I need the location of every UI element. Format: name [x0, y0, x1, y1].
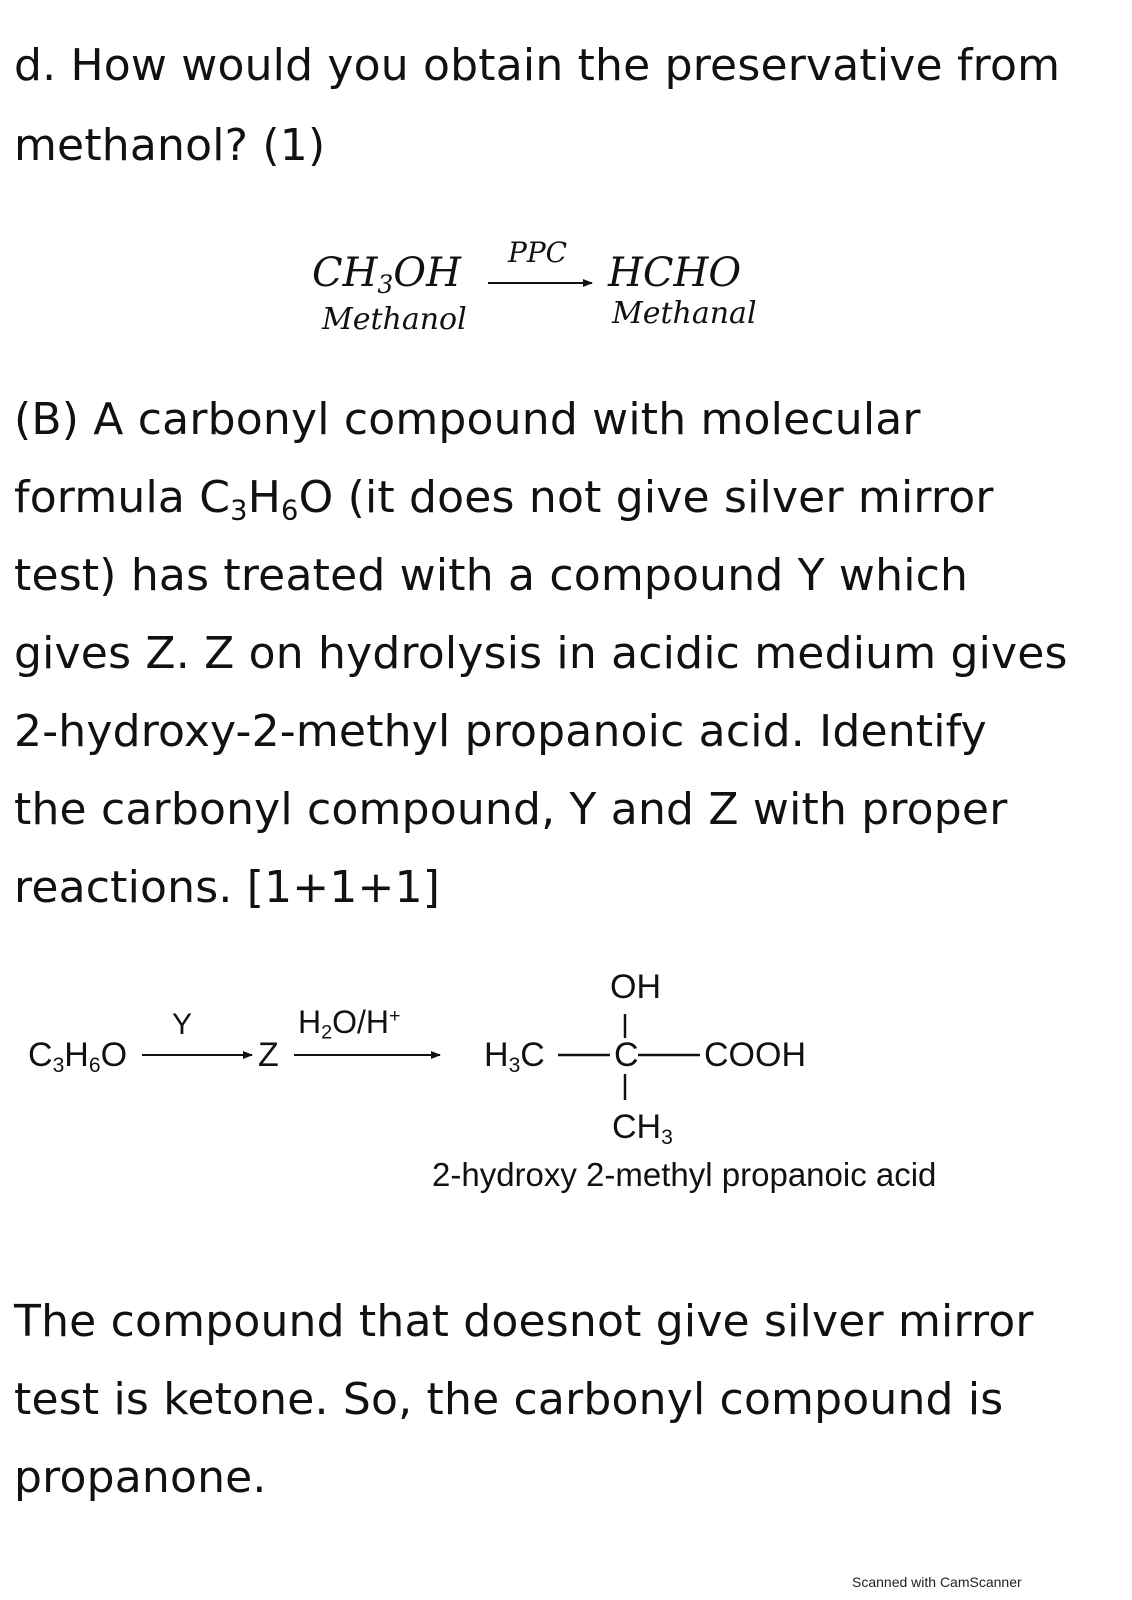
- question-b-line-1: (B) A carbonyl compound with molecular: [14, 394, 921, 445]
- group-cooh: COOH: [704, 1036, 806, 1074]
- central-carbon: C: [614, 1036, 639, 1074]
- question-d-line-1: d. How would you obtain the preservative from: [14, 40, 1061, 91]
- product-formula: HCHO: [608, 250, 742, 296]
- question-b-line-5: 2-hydroxy-2-methyl propanoic acid. Identify: [14, 706, 987, 757]
- group-h3c: H3C: [484, 1036, 545, 1077]
- question-b-line-3: test) has treated with a compound Y which: [14, 550, 969, 601]
- scanner-watermark: Scanned with CamScanner: [852, 1574, 1022, 1590]
- reagent-y: Y: [172, 1008, 193, 1041]
- answer-line-3: propanone.: [14, 1452, 267, 1503]
- answer-line-1: The compound that doesnot give silver mirror: [14, 1296, 1034, 1347]
- intermediate-z: Z: [258, 1036, 279, 1074]
- start-compound: C3H6O: [28, 1036, 128, 1077]
- group-ch3: CH3: [612, 1108, 673, 1149]
- question-b-line-6: the carbonyl compound, Y and Z with proper: [14, 784, 1008, 835]
- question-b-line-2: formula C3H6O (it does not give silver mirror: [14, 472, 994, 527]
- reactant-name: Methanol: [322, 302, 467, 337]
- product-name: Methanal: [612, 296, 757, 331]
- question-d-line-2: methanol? (1): [14, 120, 326, 171]
- group-oh: OH: [610, 968, 661, 1006]
- reactant-formula: CH3OH: [312, 250, 461, 299]
- reagent-h2o-h: H2O/H+: [298, 1004, 401, 1044]
- answer-line-2: test is ketone. So, the carbonyl compound is: [14, 1374, 1004, 1425]
- product-name-label: 2-hydroxy 2-methyl propanoic acid: [432, 1156, 937, 1193]
- question-b-line-4: gives Z. Z on hydrolysis in acidic medium gives: [14, 628, 1068, 679]
- question-b-line-7: reactions. [1+1+1]: [14, 862, 441, 913]
- reagent-ppc: PPC: [508, 236, 568, 269]
